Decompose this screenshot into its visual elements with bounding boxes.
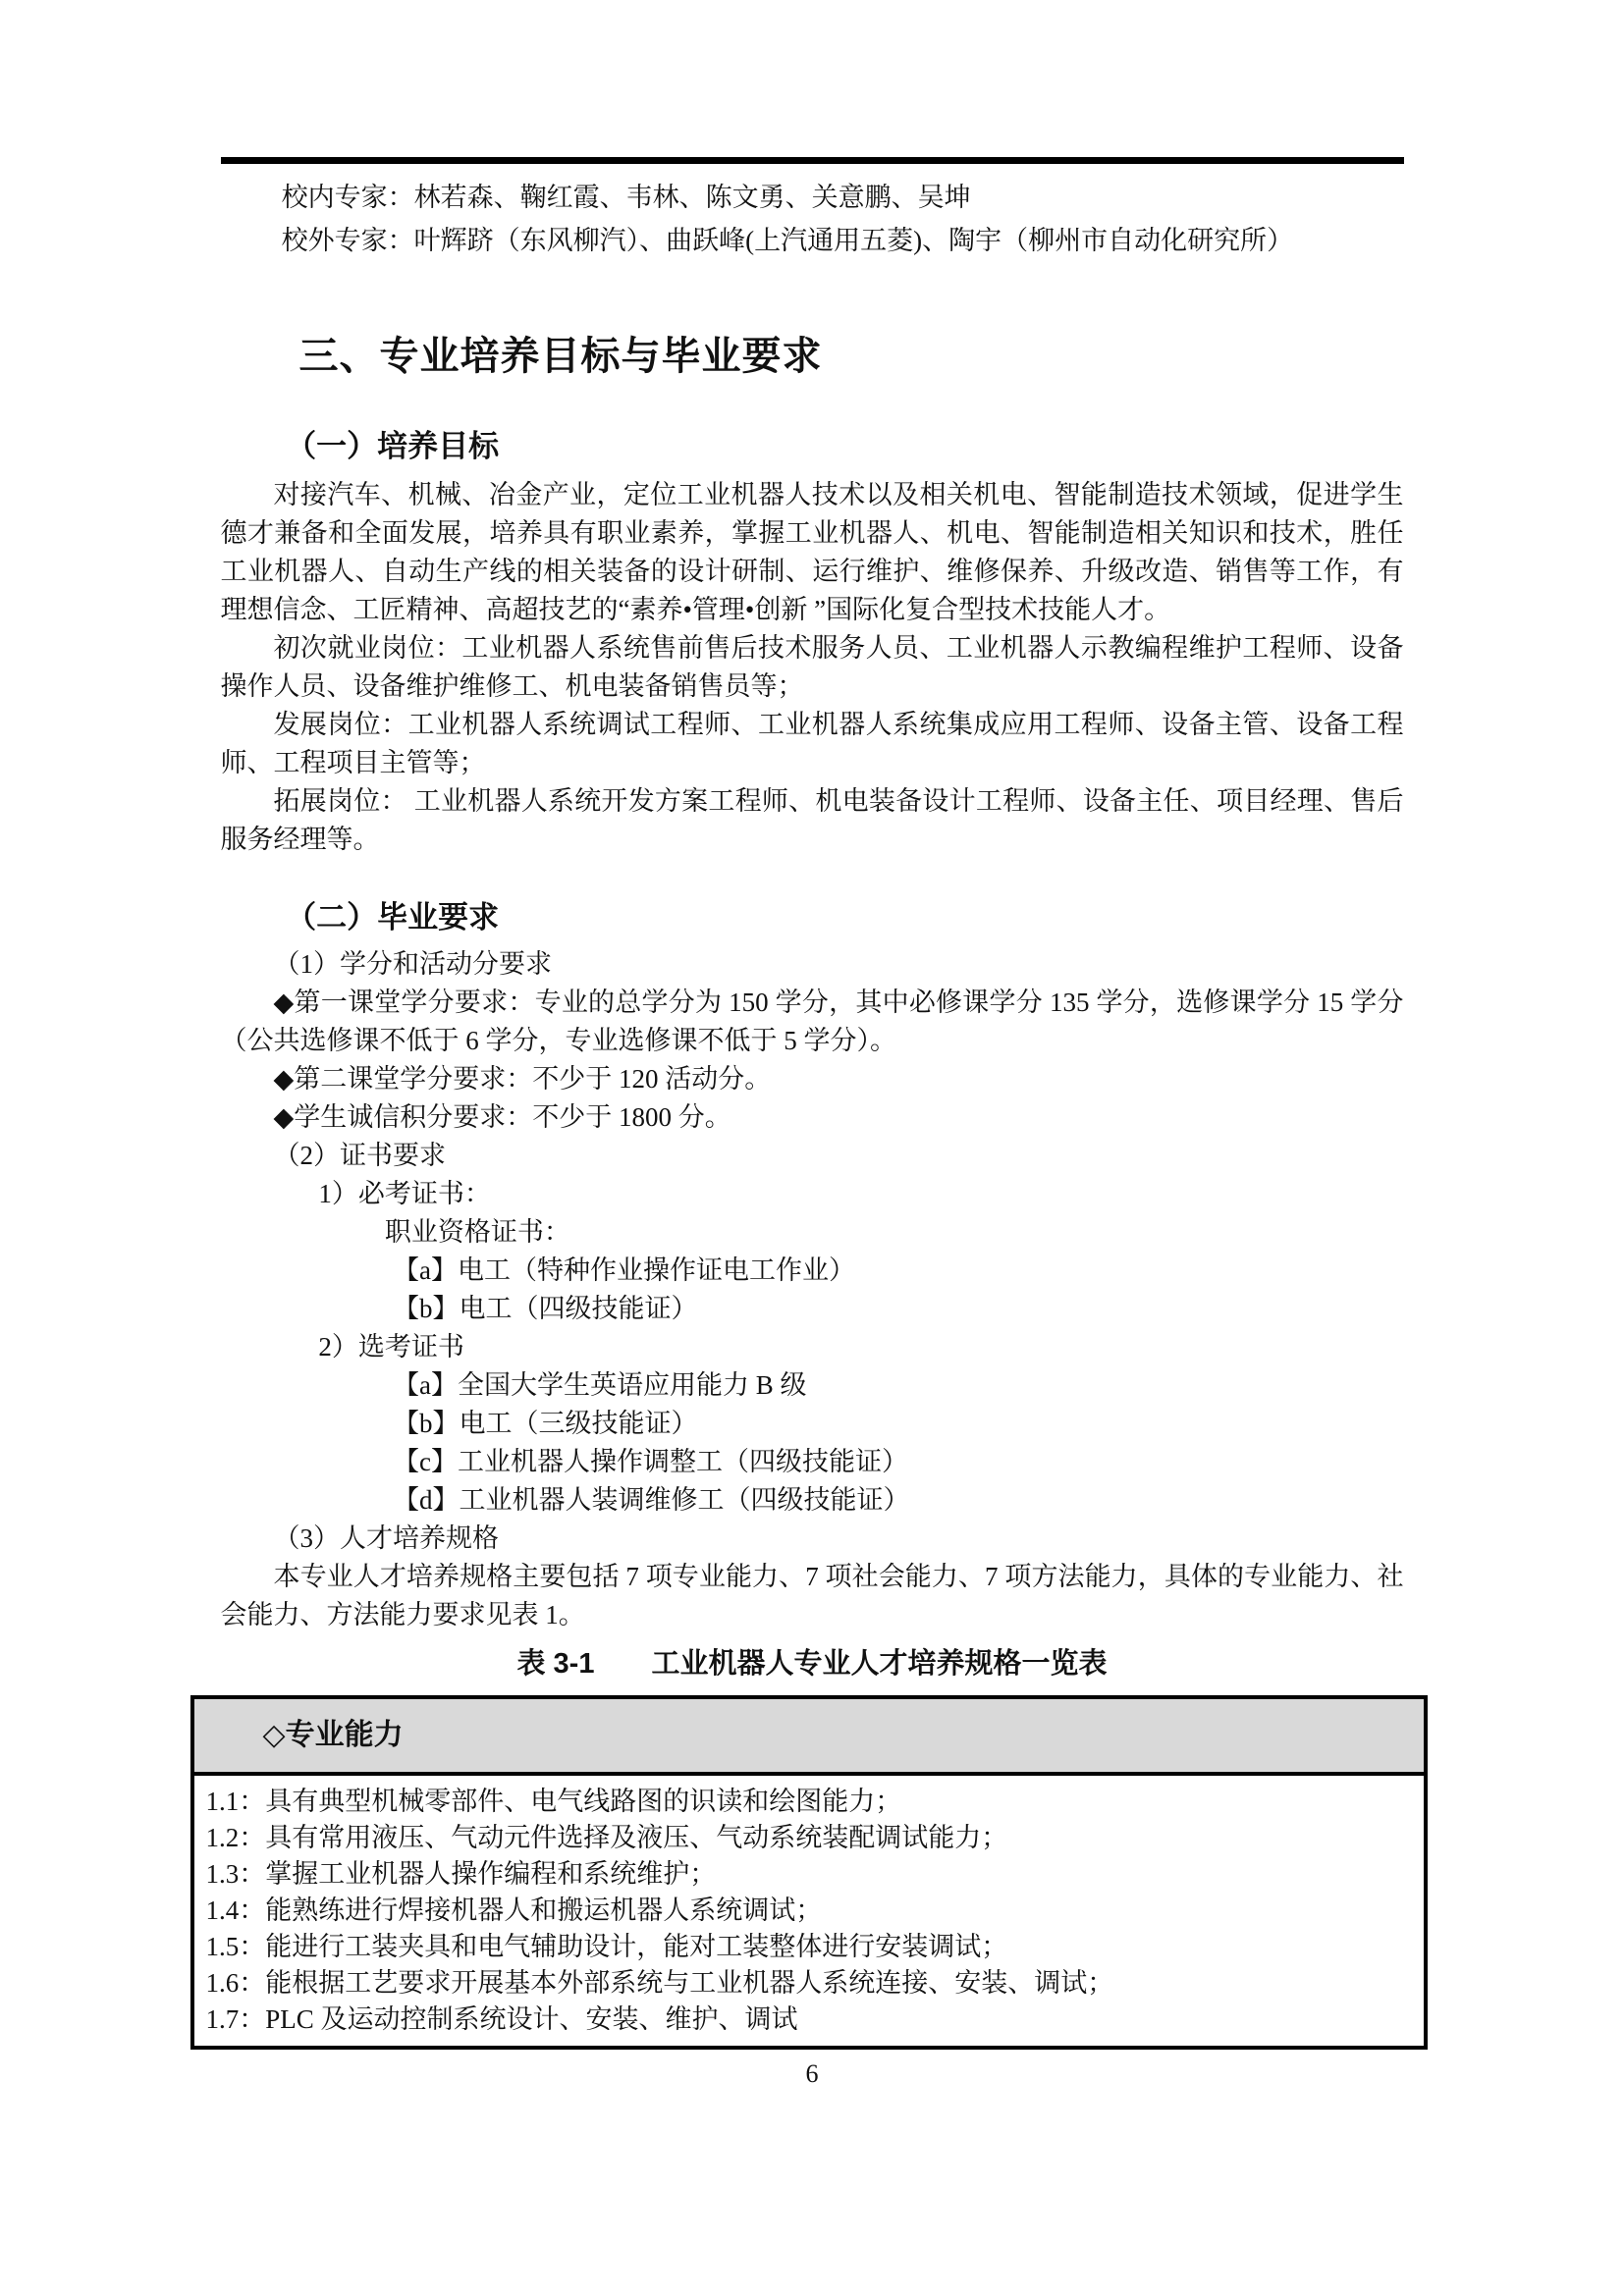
spec-table-row: 1.2：具有常用液压、气动元件选择及液压、气动系统装配调试能力；	[205, 1823, 1008, 1852]
graduation-requirements-block	[221, 945, 1404, 1634]
talent-spec-paragraph: 本专业人才培养规格主要包括 7 项专业能力、7 项社会能力、7 项方法能力，具体的专业能力、社会能力、方法能力要求见表 1。	[220, 1562, 1404, 1629]
integrity-points-line: ◆学生诚信积分要求：不少于 1800 分。	[273, 1102, 731, 1132]
paragraph-expansion-jobs: 拓展岗位： 工业机器人系统开发方案工程师、机电装备设计工程师、设备主任、项目经理、售后服务经理等。	[220, 786, 1404, 854]
spec-table-row: 1.1：具有典型机械零部件、电气线路图的识读和绘图能力；	[205, 1787, 902, 1816]
experts-block	[221, 176, 1404, 262]
paragraph-development-jobs: 发展岗位：工业机器人系统调试工程师、工业机器人系统集成应用工程师、设备主管、设备工程师、工程项目主管等；	[220, 710, 1404, 777]
required-certificate-a: 【a】电工（特种作业操作证电工作业）	[393, 1255, 855, 1285]
subheading-graduation-requirements: （二）毕业要求	[286, 900, 500, 934]
table-caption: 表 3-1 工业机器人专业人才培养规格一览表	[516, 1648, 1108, 1680]
experts-external-line: 校外专家：叶辉跻（东风柳汽）、曲跃峰(上汽通用五菱)、陶宇（柳州市自动化研究所）	[281, 226, 1294, 255]
spec-table-row: 1.5：能进行工装夹具和电气辅助设计，能对工装整体进行安装调试；	[205, 1932, 1008, 1961]
spec-table-row: 1.4：能熟练进行焊接机器人和搬运机器人系统调试；	[205, 1896, 823, 1925]
first-classroom-credit-line: ◆第一课堂学分要求：专业的总学分为 150 学分，其中必修课学分 135 学分，选修课学分 15 学分（公共选修课不低于 6 学分，专业选修课不低于 5 学分）。	[220, 988, 1404, 1055]
second-classroom-credit-line: ◆第二课堂学分要求：不少于 120 活动分。	[273, 1064, 772, 1094]
spec-table-row: 1.6：能根据工艺要求开展基本外部系统与工业机器人系统连接、安装、调试；	[205, 1968, 1114, 1998]
spec-table-row: 1.3：掌握工业机器人操作编程和系统维护；	[205, 1859, 717, 1889]
optional-certificate-c: 【c】工业机器人操作调整工（四级技能证）	[393, 1447, 908, 1476]
page-content	[205, 0, 1404, 2089]
header-rule	[221, 157, 1404, 164]
spec-table-header: ◇专业能力	[194, 1699, 1424, 1776]
optional-certificate-a: 【a】全国大学生英语应用能力 B 级	[393, 1370, 807, 1400]
vocational-certificate-label: 职业资格证书：	[384, 1217, 570, 1247]
talent-spec-title: （3）人才培养规格	[273, 1523, 499, 1553]
spec-table-body	[194, 1776, 1424, 2046]
credit-requirements-title: （1）学分和活动分要求	[273, 949, 552, 979]
required-certificates-title: 1）必考证书：	[318, 1179, 491, 1208]
subheading-training-objective: （一）培养目标	[286, 429, 500, 463]
page-number: 6	[805, 2059, 819, 2088]
paragraph-initial-jobs: 初次就业岗位：工业机器人系统售前售后技术服务人员、工业机器人示教编程维护工程师、设备操作人员、设备维护维修工、机电装备销售员等；	[220, 633, 1404, 701]
certificate-requirements-title: （2）证书要求	[273, 1141, 446, 1170]
spec-table	[190, 1695, 1428, 2050]
spec-table-row: 1.7：PLC 及运动控制系统设计、安装、维护、调试	[205, 2004, 798, 2034]
optional-certificates-title: 2）选考证书	[318, 1332, 464, 1362]
paragraph-training-objective: 对接汽车、机械、冶金产业，定位工业机器人技术以及相关机电、智能制造技术领域，促进学生德才兼备和全面发展，培养具有职业素养，掌握工业机器人、机电、智能制造相关知识和技术，胜任工业机器人、自动生产线的相关装备的设计研制、运行维护、维修保养、升级改造、销售等工作，有理想信念、工匠精神、高超技艺的“素养•管理•创新 ”国际化复合型技术技能人才。	[220, 480, 1404, 624]
optional-certificate-b: 【b】电工（三级技能证）	[393, 1409, 698, 1438]
required-certificate-b: 【b】电工（四级技能证）	[393, 1294, 698, 1323]
experts-internal-line: 校内专家：林若森、鞠红霞、韦林、陈文勇、关意鹏、吴坤	[281, 183, 971, 212]
optional-certificate-d: 【d】工业机器人装调维修工（四级技能证）	[393, 1485, 910, 1515]
section-heading: 三、专业培养目标与毕业要求	[298, 335, 823, 378]
